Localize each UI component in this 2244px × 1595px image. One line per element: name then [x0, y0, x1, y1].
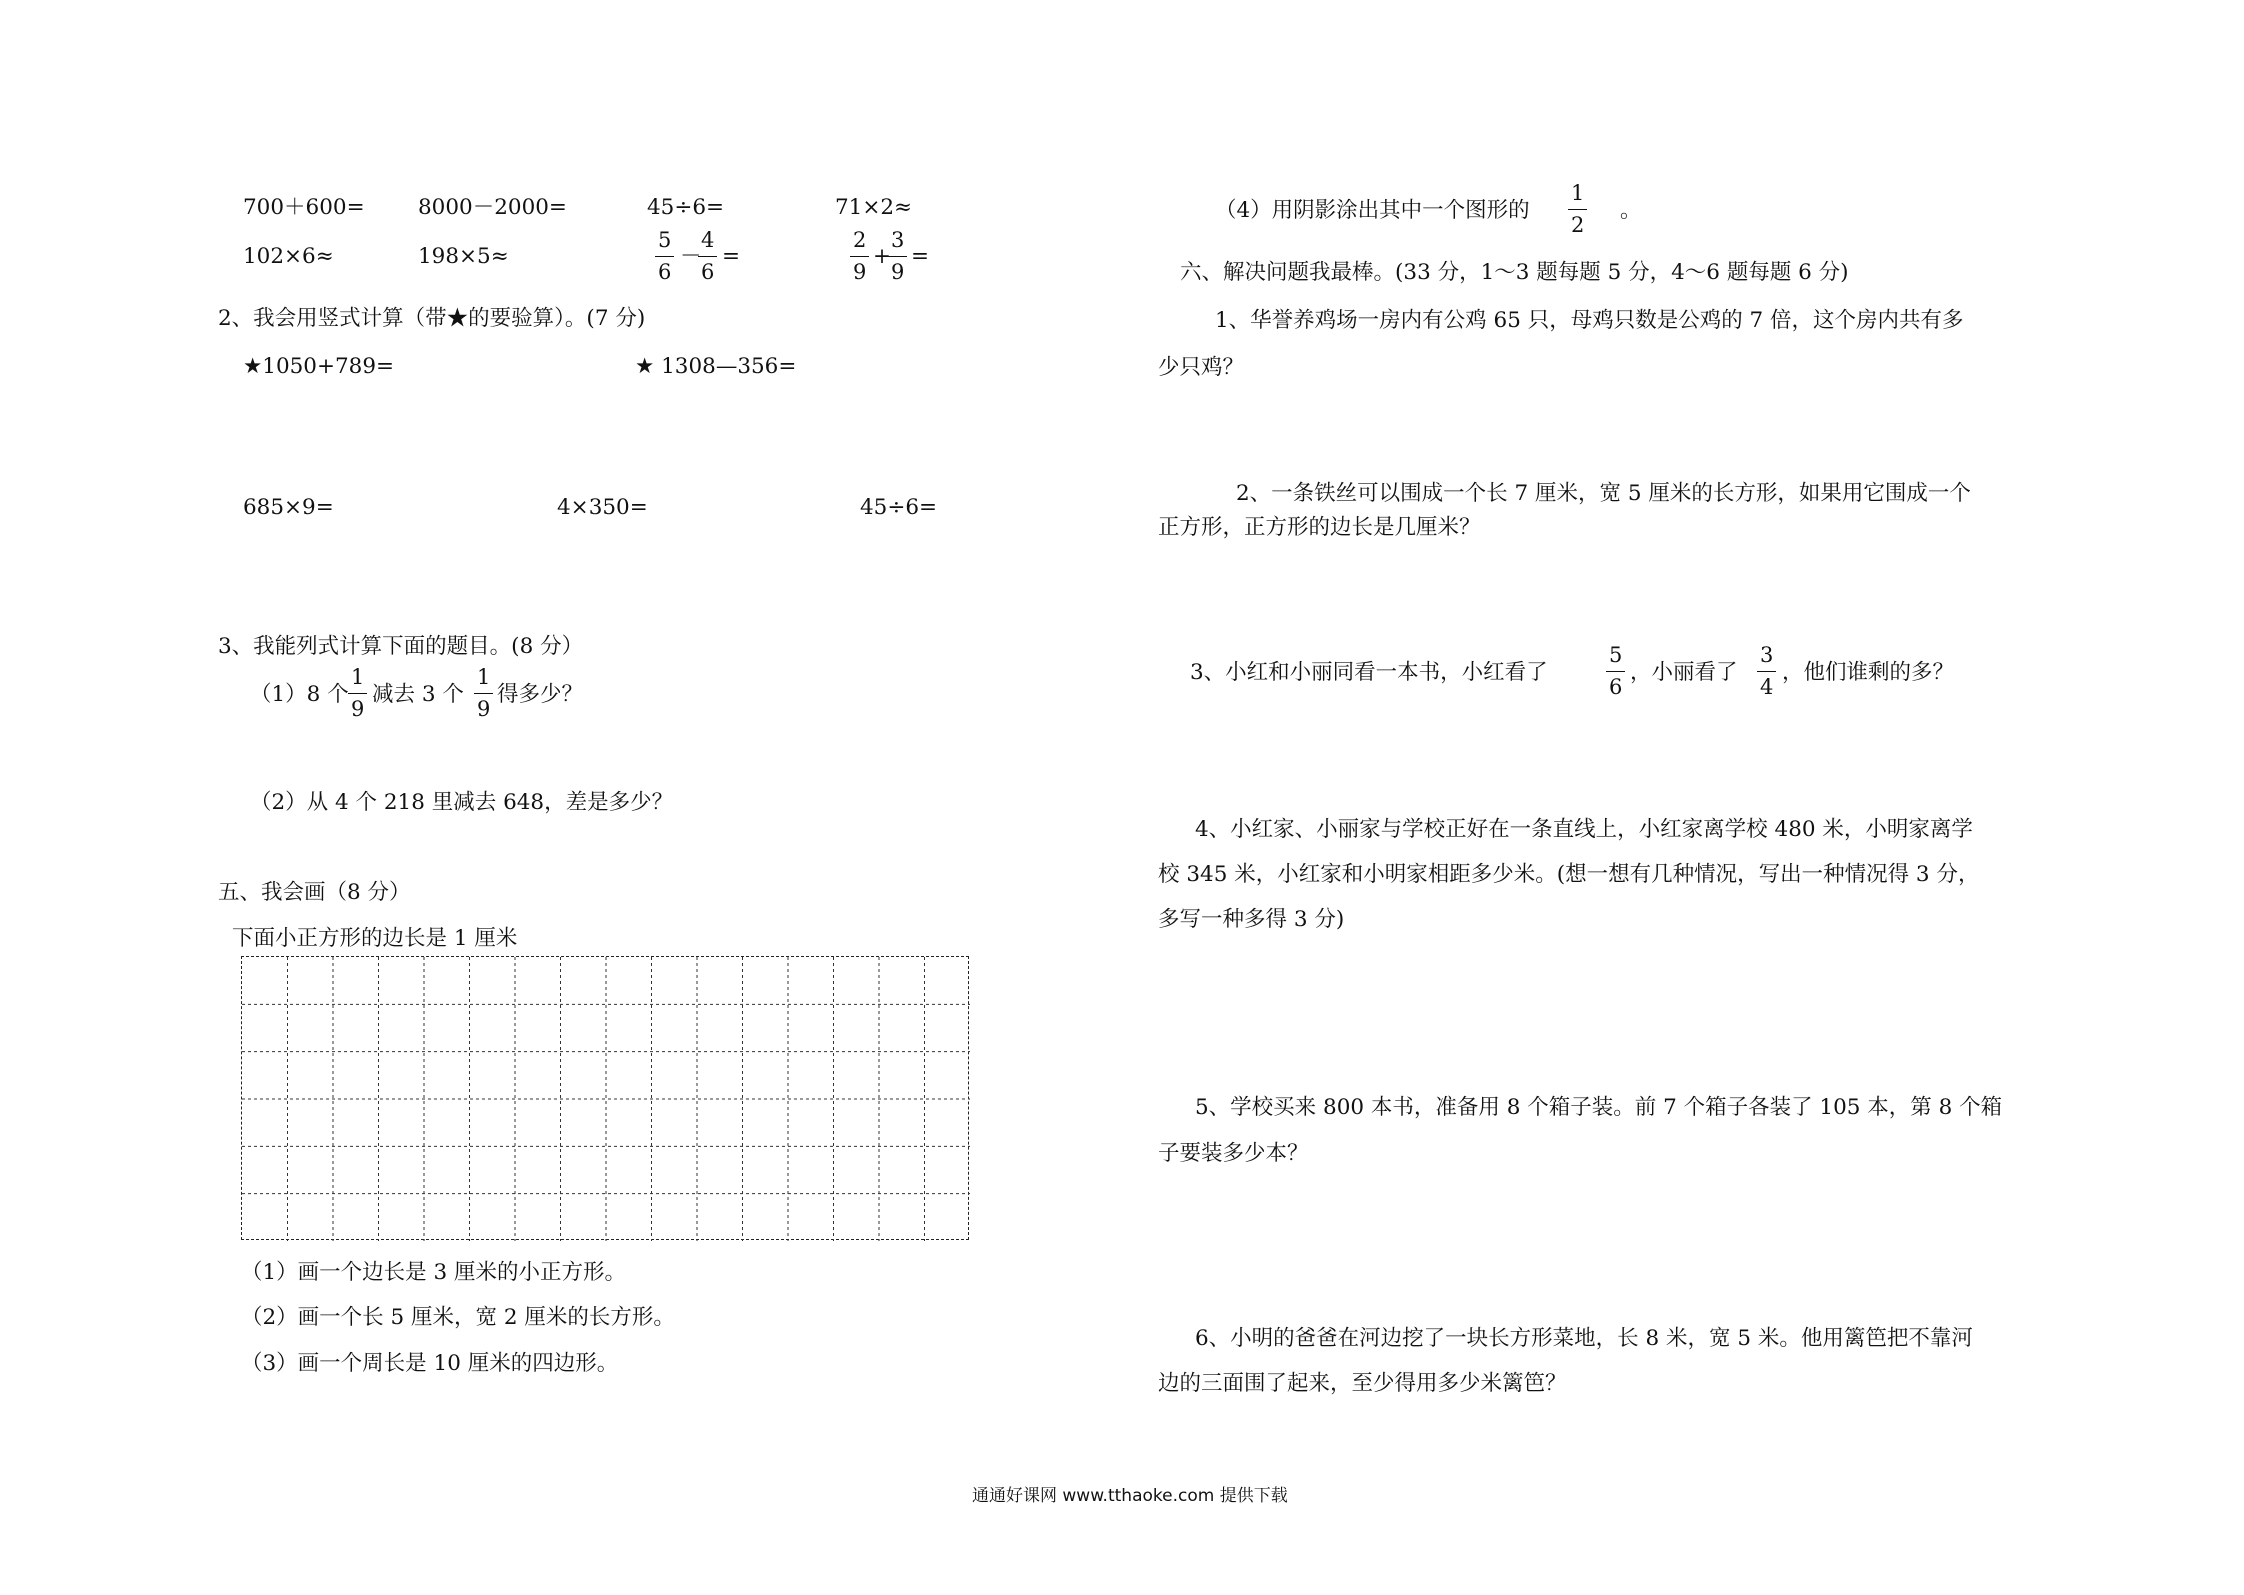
numerator: 4 — [701, 228, 715, 252]
q1-item: 71×2≈ — [835, 195, 913, 220]
grid-lines — [242, 957, 970, 1241]
q1-item: 198×5≈ — [418, 244, 509, 269]
q2-item: 685×9= — [243, 495, 334, 520]
grid-caption: 下面小正方形的边长是 1 厘米 — [232, 926, 518, 951]
problem-3-text: 3、小红和小丽同看一本书，小红看了 — [1190, 660, 1548, 685]
q2-item: ★ 1308—356= — [635, 354, 797, 379]
q3-part1-text: 减去 3 个 — [372, 682, 464, 707]
equals: = — [911, 244, 930, 269]
denominator: 9 — [888, 256, 907, 283]
fraction — [888, 230, 907, 283]
problem-2-line: 2、一条铁丝可以围成一个长 7 厘米，宽 5 厘米的长方形，如果用它围成一个 — [1236, 481, 1971, 506]
q1-item: 45÷6= — [647, 195, 725, 220]
numerator: 2 — [853, 228, 867, 252]
q2-item: ★1050+789= — [243, 354, 395, 379]
fraction — [1606, 645, 1625, 698]
problem-6-line: 6、小明的爸爸在河边挖了一块长方形菜地，长 8 米，宽 5 米。他用篱笆把不靠河 — [1195, 1326, 1973, 1351]
draw-task: （2）画一个长 5 厘米，宽 2 厘米的长方形。 — [241, 1305, 675, 1330]
q2-title: 2、我会用竖式计算（带★的要验算）。(7 分) — [218, 306, 646, 331]
numerator: 3 — [891, 228, 905, 252]
numerator: 5 — [1609, 643, 1623, 667]
problem-1-line: 1、华誉养鸡场一房内有公鸡 65 只，母鸡只数是公鸡的 7 倍，这个房内共有多 — [1215, 308, 1964, 333]
problem-2-line: 正方形，正方形的边长是几厘米？ — [1158, 515, 1481, 540]
problem-4-line: 校 345 米，小红家和小明家相距多少米。(想一想有几种情况，写出一种情况得 3 分， — [1158, 862, 1980, 887]
q3-part1-text: 得多少？ — [497, 682, 584, 707]
fraction — [348, 667, 367, 720]
denominator: 6 — [655, 256, 674, 283]
footer-credit: 通通好课网 www.tthaoke.com 提供下载 — [972, 1486, 1288, 1506]
denominator: 9 — [474, 693, 493, 720]
q2-item: 4×350= — [557, 495, 648, 520]
problem-1-line: 少只鸡？ — [1158, 355, 1245, 380]
equals: = — [722, 244, 741, 269]
problem-4-line: 4、小红家、小丽家与学校正好在一条直线上，小红家离学校 480 米，小明家离学 — [1195, 817, 1973, 842]
problem-4-line: 多写一种多得 3 分) — [1158, 907, 1345, 932]
denominator: 9 — [348, 693, 367, 720]
fraction — [1568, 183, 1587, 236]
problem-3-text: ，小丽看了 — [1630, 660, 1738, 685]
q4-end: 。 — [1620, 198, 1642, 223]
draw-task: （1）画一个边长是 3 厘米的小正方形。 — [241, 1260, 627, 1285]
operator: + — [873, 244, 892, 269]
operator: － — [680, 244, 702, 269]
numerator: 1 — [351, 665, 365, 689]
q3-part2: （2）从 4 个 218 里减去 648，差是多少？ — [250, 790, 674, 815]
problem-5-line: 5、学校买来 800 本书，准备用 8 个箱子装。前 7 个箱子各装了 105 本，第 8 个箱 — [1195, 1095, 2003, 1120]
drawing-grid[interactable] — [241, 956, 969, 1240]
q1-item: 8000－2000= — [418, 195, 567, 220]
numerator: 3 — [1760, 643, 1774, 667]
section6-title: 六、解决问题我最棒。(33 分，1～3 题每题 5 分，4～6 题每题 6 分) — [1180, 260, 1849, 285]
fraction — [655, 230, 674, 283]
problem-5-line: 子要装多少本？ — [1158, 1141, 1309, 1166]
q1-item: 700＋600= — [243, 195, 365, 220]
q2-item: 45÷6= — [860, 495, 938, 520]
section5-title: 五、我会画（8 分） — [218, 880, 411, 905]
fraction — [850, 230, 869, 283]
q3-title: 3、我能列式计算下面的题目。(8 分） — [218, 634, 584, 659]
denominator: 2 — [1568, 209, 1587, 236]
fraction — [474, 667, 493, 720]
numerator: 5 — [658, 228, 672, 252]
problem-3-text: ，他们谁剩的多？ — [1782, 660, 1955, 685]
q1-item: 102×6≈ — [243, 244, 334, 269]
fraction — [1757, 645, 1776, 698]
denominator: 6 — [698, 256, 717, 283]
numerator: 1 — [1571, 181, 1585, 205]
denominator: 4 — [1757, 671, 1776, 698]
denominator: 6 — [1606, 671, 1625, 698]
denominator: 9 — [850, 256, 869, 283]
numerator: 1 — [477, 665, 491, 689]
problem-6-line: 边的三面围了起来，至少得用多少米篱笆？ — [1158, 1371, 1567, 1396]
fraction — [698, 230, 717, 283]
q3-part1-text: （1）8 个 — [250, 682, 349, 707]
q4-text: （4）用阴影涂出其中一个图形的 — [1215, 198, 1530, 223]
draw-task: （3）画一个周长是 10 厘米的四边形。 — [241, 1351, 619, 1376]
